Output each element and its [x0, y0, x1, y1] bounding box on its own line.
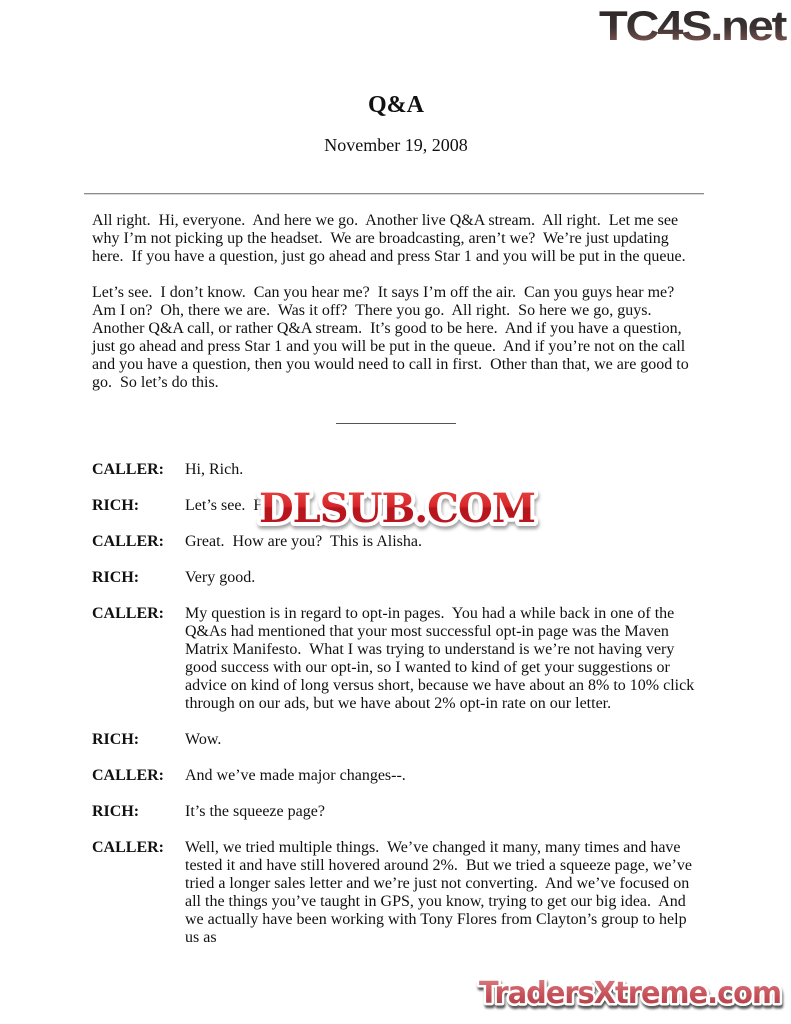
tc4s-logo-text: TC4S.net — [599, 2, 788, 49]
speaker-label: RICH: — [92, 569, 140, 586]
speaker-label: CALLER: — [92, 533, 165, 550]
tc4s-logo-graphic — [596, 1, 788, 49]
speech-text: Great. How are you? This is Alisha. — [185, 533, 422, 550]
speaker-label: RICH: — [92, 803, 140, 820]
section-divider — [336, 423, 456, 424]
speech-text: It’s the squeeze page? — [185, 803, 325, 820]
dlsub-watermark-graphic — [249, 481, 545, 537]
speaker-label: RICH: — [92, 731, 140, 748]
transcript-row — [92, 569, 702, 587]
traders-logo-graphic — [471, 971, 789, 1017]
date-line: November 19, 2008 — [324, 135, 468, 155]
speech-text: Very good. — [185, 569, 256, 586]
page-title: Q&A — [368, 92, 424, 118]
speaker-label: RICH: — [92, 497, 140, 514]
dlsub-watermark-text: DLSUB.COM — [259, 485, 535, 532]
speaker-label: CALLER: — [92, 461, 165, 478]
transcript-row — [92, 803, 702, 821]
speaker-label: CALLER: — [92, 605, 165, 622]
speech-text: My question is in regard to opt-in pages. You had a while back in one of the Q&As had mentioned that your most successful opt-in page was the Maven Matrix Manifesto. What I was trying to understand is we’re not having very good success with our opt-in, so I wanted to kind of get your suggestions or advice on kind of long versus short, because we have about an 8% to 10% click through on our ads, but we have about 2% opt-in rate on our letter. — [185, 605, 699, 712]
speech-text: Well, we tried multiple things. We’ve changed it many, many times and have tested it and have still hovered around 2%. But we tried a squeeze page, we’ve tried a longer sales letter and we’re just not converting. And we’ve focused on all the things you’ve taught in GPS, you know, trying to get our big idea. And we actually have been working with Tony Flores from Clayton’s group to help us as — [185, 839, 696, 946]
transcript-row — [92, 461, 702, 479]
traders-logo — [471, 971, 789, 1022]
transcript-row — [92, 767, 702, 785]
speaker-label: CALLER: — [92, 839, 165, 856]
transcript-row — [92, 731, 702, 749]
tc4s-logo — [596, 1, 788, 54]
speech-text: And we’ve made major changes--. — [185, 767, 406, 784]
speech-text: Hi, Rich. — [185, 461, 244, 478]
intro-paragraph-1: All right. Hi, everyone. And here we go. Another live Q&A stream. All right. Let me see why I’m not picking up the headset. We are broadcasting, aren’t we? We’re just updating here. If you have a question, just go ahead and press Star 1 and you will be put in the queue. — [92, 212, 686, 265]
dlsub-watermark — [249, 481, 545, 542]
traders-logo-text: TradersXtreme.com — [479, 976, 781, 1011]
speech-text: Wow. — [185, 731, 222, 748]
transcript-row — [92, 839, 702, 947]
intro-paragraph-2: Let’s see. I don’t know. Can you hear me? It says I’m off the air. Can you guys hear me? Am I on? Oh, there we are. Was it off? There you go. All right. So here we go, guys. Another Q&A call, or rather Q&A stream. It’s good to be here. And if you have a question, just go ahead and press Star 1 and you will be put in the queue. And if you’re not on the call and you have a question, then you would need to call in first. Other than that, we are good to go. So let’s do this. — [92, 284, 693, 391]
transcript-row — [92, 605, 702, 713]
top-rule — [84, 193, 704, 195]
speech-text: Let’s see. H — [185, 497, 265, 514]
speaker-label: CALLER: — [92, 767, 165, 784]
